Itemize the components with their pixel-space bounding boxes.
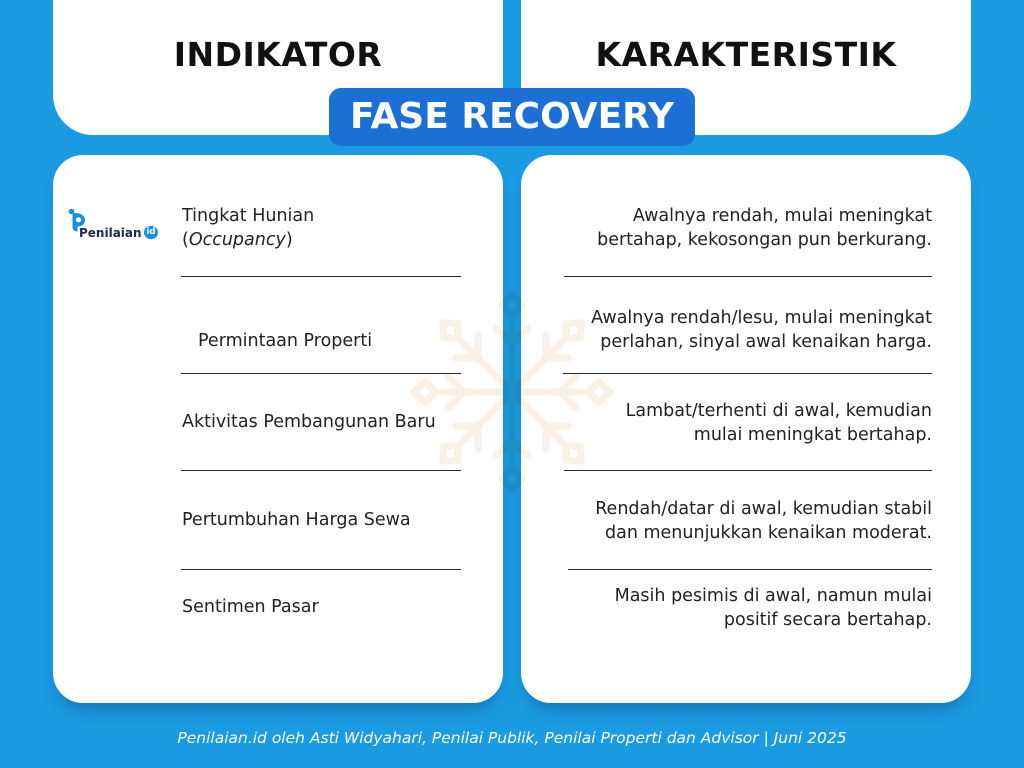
indicator-divider bbox=[181, 276, 461, 277]
characteristic-divider bbox=[568, 569, 932, 570]
indicator-note-close: ) bbox=[285, 230, 293, 250]
phase-badge bbox=[329, 88, 695, 146]
indicator-row-1 bbox=[182, 204, 314, 252]
characteristic-line: perlahan, sinyal awal kenaikan harga. bbox=[600, 332, 932, 352]
phase-badge-label: FASE RECOVERY bbox=[349, 96, 675, 137]
characteristic-line: Masih pesimis di awal, namun mulai bbox=[614, 586, 932, 606]
penilaian-logo bbox=[68, 208, 160, 242]
characteristic-line: dan menunjukkan kenaikan moderat. bbox=[605, 523, 932, 543]
indicator-row-3 bbox=[182, 410, 436, 434]
characteristic-card bbox=[521, 155, 971, 703]
characteristic-column-title: KARAKTERISTIK bbox=[595, 35, 897, 74]
characteristic-line: positif secara bertahap. bbox=[723, 610, 932, 630]
characteristic-line: Awalnya rendah/lesu, mulai meningkat bbox=[591, 308, 932, 328]
indicator-note bbox=[182, 228, 314, 252]
indicator-note-open: ( bbox=[182, 230, 189, 250]
characteristic-row-5 bbox=[615, 584, 932, 632]
indicator-row-4 bbox=[182, 508, 411, 532]
characteristic-row-1 bbox=[597, 204, 932, 252]
indicator-column-title: INDIKATOR bbox=[173, 35, 383, 74]
logo-id-badge: id bbox=[144, 226, 158, 239]
indicator-row-2 bbox=[198, 329, 372, 353]
characteristic-divider bbox=[564, 470, 932, 471]
characteristic-row-4 bbox=[595, 497, 932, 545]
indicator-note-italic: Occupancy bbox=[188, 230, 286, 250]
indicator-label: Aktivitas Pembangunan Baru bbox=[182, 412, 436, 432]
indicator-divider bbox=[181, 373, 461, 374]
characteristic-line: Lambat/terhenti di awal, kemudian bbox=[625, 401, 932, 421]
characteristic-row-2 bbox=[591, 306, 932, 354]
characteristic-divider bbox=[564, 276, 932, 277]
indicator-divider bbox=[181, 569, 461, 570]
characteristic-divider bbox=[563, 373, 932, 374]
indicator-label: Permintaan Properti bbox=[198, 331, 373, 351]
indicator-label: Tingkat Hunian bbox=[182, 206, 315, 226]
characteristic-line: Rendah/datar di awal, kemudian stabil bbox=[595, 499, 932, 519]
indicator-card bbox=[53, 155, 503, 703]
logo-wordmark: Penilaian bbox=[79, 226, 142, 240]
characteristic-line: bertahap, kekosongan pun berkurang. bbox=[597, 230, 932, 250]
indicator-label: Sentimen Pasar bbox=[182, 597, 319, 617]
indicator-label: Pertumbuhan Harga Sewa bbox=[182, 510, 411, 530]
indicator-row-5 bbox=[182, 595, 319, 619]
characteristic-line: mulai meningkat bertahap. bbox=[693, 425, 932, 445]
characteristic-row-3 bbox=[626, 399, 932, 447]
characteristic-line: Awalnya rendah, mulai meningkat bbox=[632, 206, 932, 226]
footer-credit: Penilaian.id oleh Asti Widyahari, Penilai Publik, Penilai Properti dan Advisor | Juni 2025 bbox=[177, 729, 847, 747]
indicator-divider bbox=[181, 470, 461, 471]
